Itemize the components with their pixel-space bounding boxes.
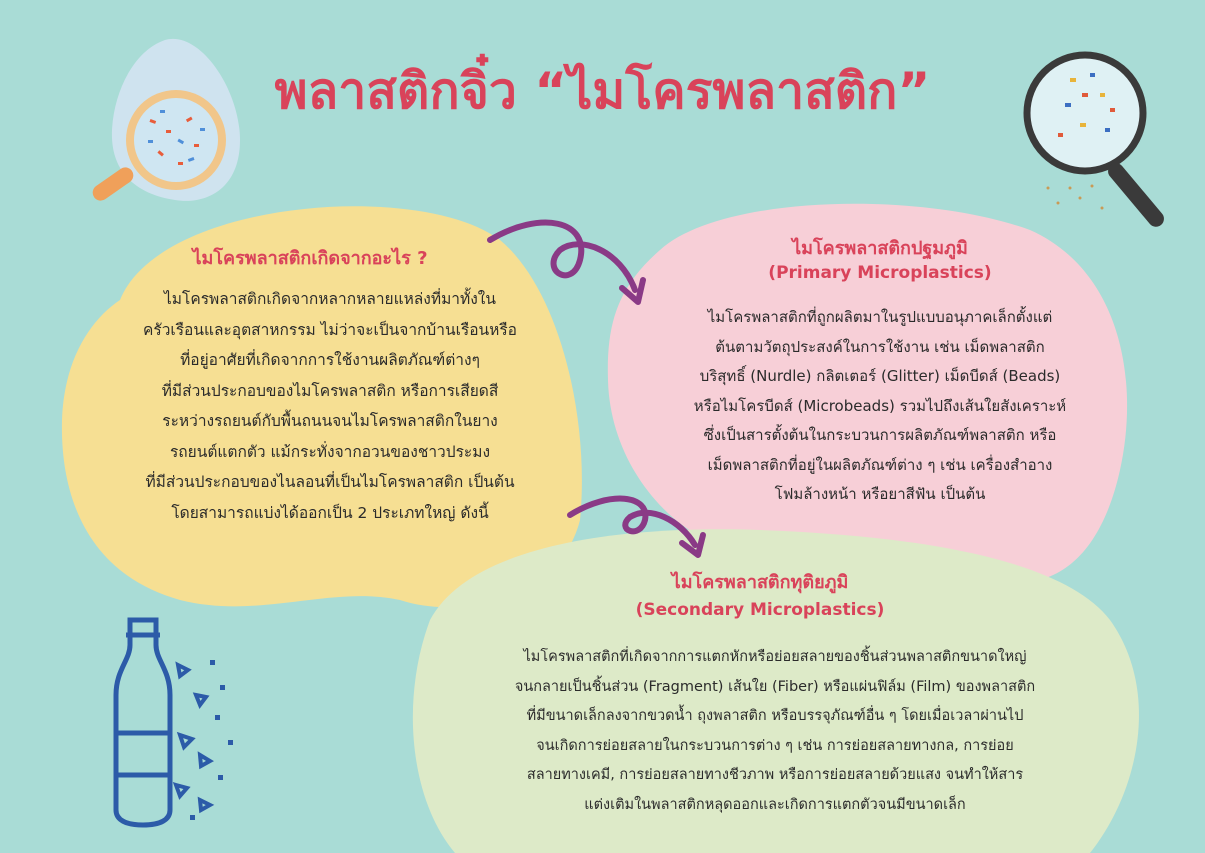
intro-line: ที่อยู่อาศัยที่เกิดจากการใช้งานผลิตภัณฑ์ต่างๆ: [180, 351, 480, 369]
page-title: พลาสติกจิ๋ว “ไมโครพลาสติก”: [274, 62, 931, 120]
primary-line: เม็ดพลาสติกที่อยู่ในผลิตภัณฑ์ต่าง ๆ เช่น เครื่องสำอาง: [707, 455, 1053, 474]
primary-heading: ไมโครพลาสติกปฐมภูมิ: [792, 238, 968, 259]
intro-line: ครัวเรือนและอุตสาหกรรม ไม่ว่าจะเป็นจากบ้านเรือนหรือ: [143, 320, 517, 339]
secondary-line: จนเกิดการย่อยสลายในกระบวนการต่าง ๆ เช่น การย่อยสลายทางกล, การย่อย: [536, 737, 1014, 754]
intro-heading: ไมโครพลาสติกเกิดจากอะไร ?: [192, 248, 428, 269]
secondary-subheading: (Secondary Microplastics): [635, 600, 885, 620]
primary-subheading: (Primary Microplastics): [768, 263, 992, 283]
secondary-body: [440, 643, 1110, 820]
secondary-line: จนกลายเป็นชิ้นส่วน (Fragment) เส้นใย (Fiber) หรือแผ่นฟิล์ม (Film) ของพลาสติก: [514, 678, 1036, 695]
secondary-heading: ไมโครพลาสติกทุติยภูมิ: [671, 572, 849, 593]
bottle-icon: [100, 615, 250, 830]
intro-line: รถยนต์แตกตัว แม้กระทั่งจากอวนของชาวประมง: [169, 442, 491, 461]
secondary-line: ที่มีขนาดเล็กลงจากขวดน้ำ ถุงพลาสติก หรือบรรจุภัณฑ์อื่น ๆ โดยเมื่อเวลาผ่านไป: [526, 708, 1024, 724]
primary-line: ไมโครพลาสติกที่ถูกผลิตมาในรูปแบบอนุภาคเล็กตั้งแต่: [707, 308, 1053, 326]
intro-line: ไมโครพลาสติกเกิดจากหลากหลายแหล่งที่มาทั้งใน: [164, 290, 496, 308]
primary-line: ซึ่งเป็นสารตั้งต้นในกระบวนการผลิตภัณฑ์พลาสติก หรือ: [703, 426, 1057, 444]
secondary-line: แต่งเติมในพลาสติกหลุดออกและเกิดการแตกตัวจนมีขนาดเล็ก: [584, 796, 966, 813]
primary-body: [630, 303, 1130, 510]
intro-body: [80, 284, 580, 528]
intro-line: ที่มีส่วนประกอบของไมโครพลาสติก หรือการเสียดสี: [161, 381, 499, 400]
primary-line: โฟมล้างหน้า หรือยาสีฟัน เป็นต้น: [774, 485, 986, 503]
intro-line: โดยสามารถแบ่งได้ออกเป็น 2 ประเภทใหญ่ ดังนี้: [171, 503, 489, 522]
secondary-line: ไมโครพลาสติกที่เกิดจากการแตกหักหรือย่อยสลายของชิ้นส่วนพลาสติกขนาดใหญ่: [523, 649, 1027, 665]
primary-line: ต้นตามวัตถุประสงค์ในการใช้งาน เช่น เม็ดพลาสติก: [715, 337, 1045, 356]
intro-line: ที่มีส่วนประกอบของไนลอนที่เป็นไมโครพลาสติก เป็นต้น: [145, 473, 515, 491]
primary-line: หรือไมโครบีดส์ (Microbeads) รวมไปถึงเส้นใยสังเคราะห์: [693, 396, 1067, 415]
secondary-line: สลายทางเคมี, การย่อยสลายทางชีวภาพ หรือการย่อยสลายด้วยแสง จนทำให้สาร: [526, 767, 1024, 783]
primary-line: บริสุทธิ์ (Nurdle) กลิตเตอร์ (Glitter) เม็ดบีดส์ (Beads): [699, 367, 1061, 385]
intro-line: ระหว่างรถยนต์กับพื้นถนนจนไมโครพลาสติกในยาง: [162, 412, 498, 430]
